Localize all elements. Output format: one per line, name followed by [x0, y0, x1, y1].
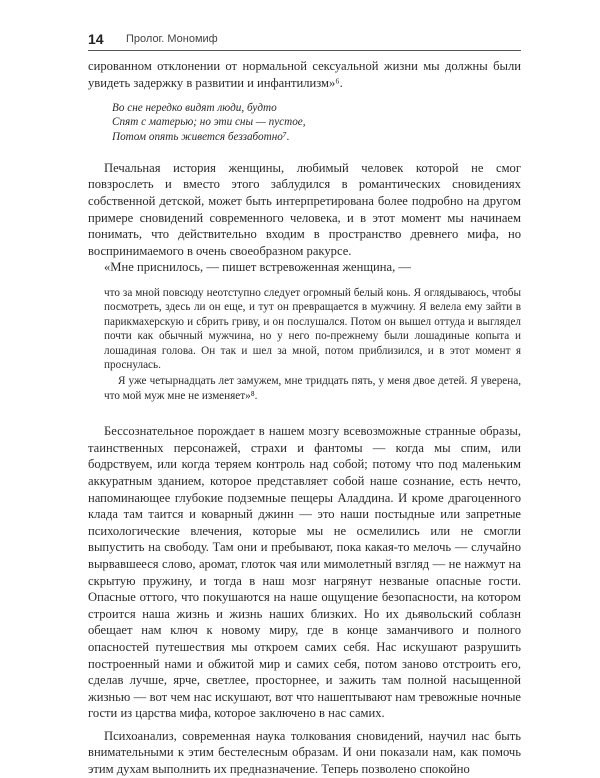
- paragraph-sad-story: Печальная история женщины, любимый человек которой не смог повзрослеть и вместо этого заблудился в романтических сновидениях собственной детской, может быть интерпретирована более подробно на другом примере сновидений современного человека, и в этот момент мы начинаем понимать, что действительно входим в пространство древнего мифа, но воспринимаемого в очень своеобразном ракурсе.: [88, 160, 521, 258]
- paragraph-intro: сированном отклонении от нормальной сексуальной жизни мы должны были увидеть задержку в развитии и инфантилизм»⁶.: [88, 59, 521, 90]
- verse-line: Потом опять живется беззаботно⁷.: [112, 130, 290, 143]
- verse-quote: [112, 101, 521, 144]
- page-body: [88, 58, 521, 778]
- quote-paragraph: что за мной повсюду неотступно следует огромный белый конь. Я оглядываюсь, чтобы посмотреть, здесь ли он еще, и тут он превращается в мужчину. Я велела ему зайти в парикмахерскую и сбрить гриву, и он послушался. Потом он вышел оттуда и выглядел почти как обычный мужчина, но у него по-прежнему были лошадиные копыта и лошадиная голова. Он так и шел за мной, потом приблизился, и в этот момент я проснулась.: [104, 286, 521, 371]
- paragraph-unconscious: Бессознательное порождает в нашем мозгу всевозможные странные образы, таинственных персонажей, страхи и фантомы — когда мы спим, или бодрствуем, или когда теряем контроль над собой; потому что под маленьким аккуратным зданием, которое представляет собой наше сознание, есть нечто, напоминающее глубокие подземные пещеры Аладдина. И кроме драгоценного клада там таится и коварный джинн — это наши постыдные или запретные психологические влечения, которые мы не осмелились или не смогли выпустить на свободу. Там они и пребывают, пока какая-то мелочь — случайно вырвавшееся слово, аромат, глоток чая или мимолетный взгляд — не нажмут на скрытую пружину, и тогда в наш мозг нагрянут незваные опасные гости. Опасные оттого, что покушаются на наше ощущение безопасности, на котором строится наша жизнь и жизнь наших близких. Но их дьявольский соблазн обещает нам ключ к новому миру, где в конце заманчивого и полного опасностей путешествия мы откроем самих себя. Нас искушают разрушить построенный нами и обжитой мир и самих себя, потом заново отстроить его, сделав лучше, ярче, светлее, просторнее, и зажить там полной насыщенной жизнью — вот чем нас искушают, вот что нашептывают нам тревожные ночные гости из царства мифа, которое заключено в нас самих.: [88, 424, 521, 721]
- verse-line: Во сне нередко видят люди, будто: [112, 102, 277, 115]
- dream-quote: [104, 286, 521, 403]
- running-title: Пролог. Мономиф: [126, 33, 218, 45]
- page-number: 14: [88, 31, 104, 47]
- verse-line: Спят с матерью; но эти сны — пустое,: [112, 116, 306, 129]
- paragraph-quote-lead: «Мне приснилось, — пишет встревоженная женщина, —: [104, 260, 412, 275]
- running-header: [88, 30, 521, 51]
- paragraph-psychoanalysis: Психоанализ, современная наука толкования сновидений, научил нас быть внимательными к этим бестелесным образам. И они показали нам, как помочь этим духам выполнить их предназначение. Теперь позволено спокойно: [88, 728, 521, 777]
- quote-paragraph: Я уже четырнадцать лет замужем, мне тридцать пять, у меня двое детей. Я уверена, что мой муж мне не изменяет»⁸.: [104, 375, 521, 402]
